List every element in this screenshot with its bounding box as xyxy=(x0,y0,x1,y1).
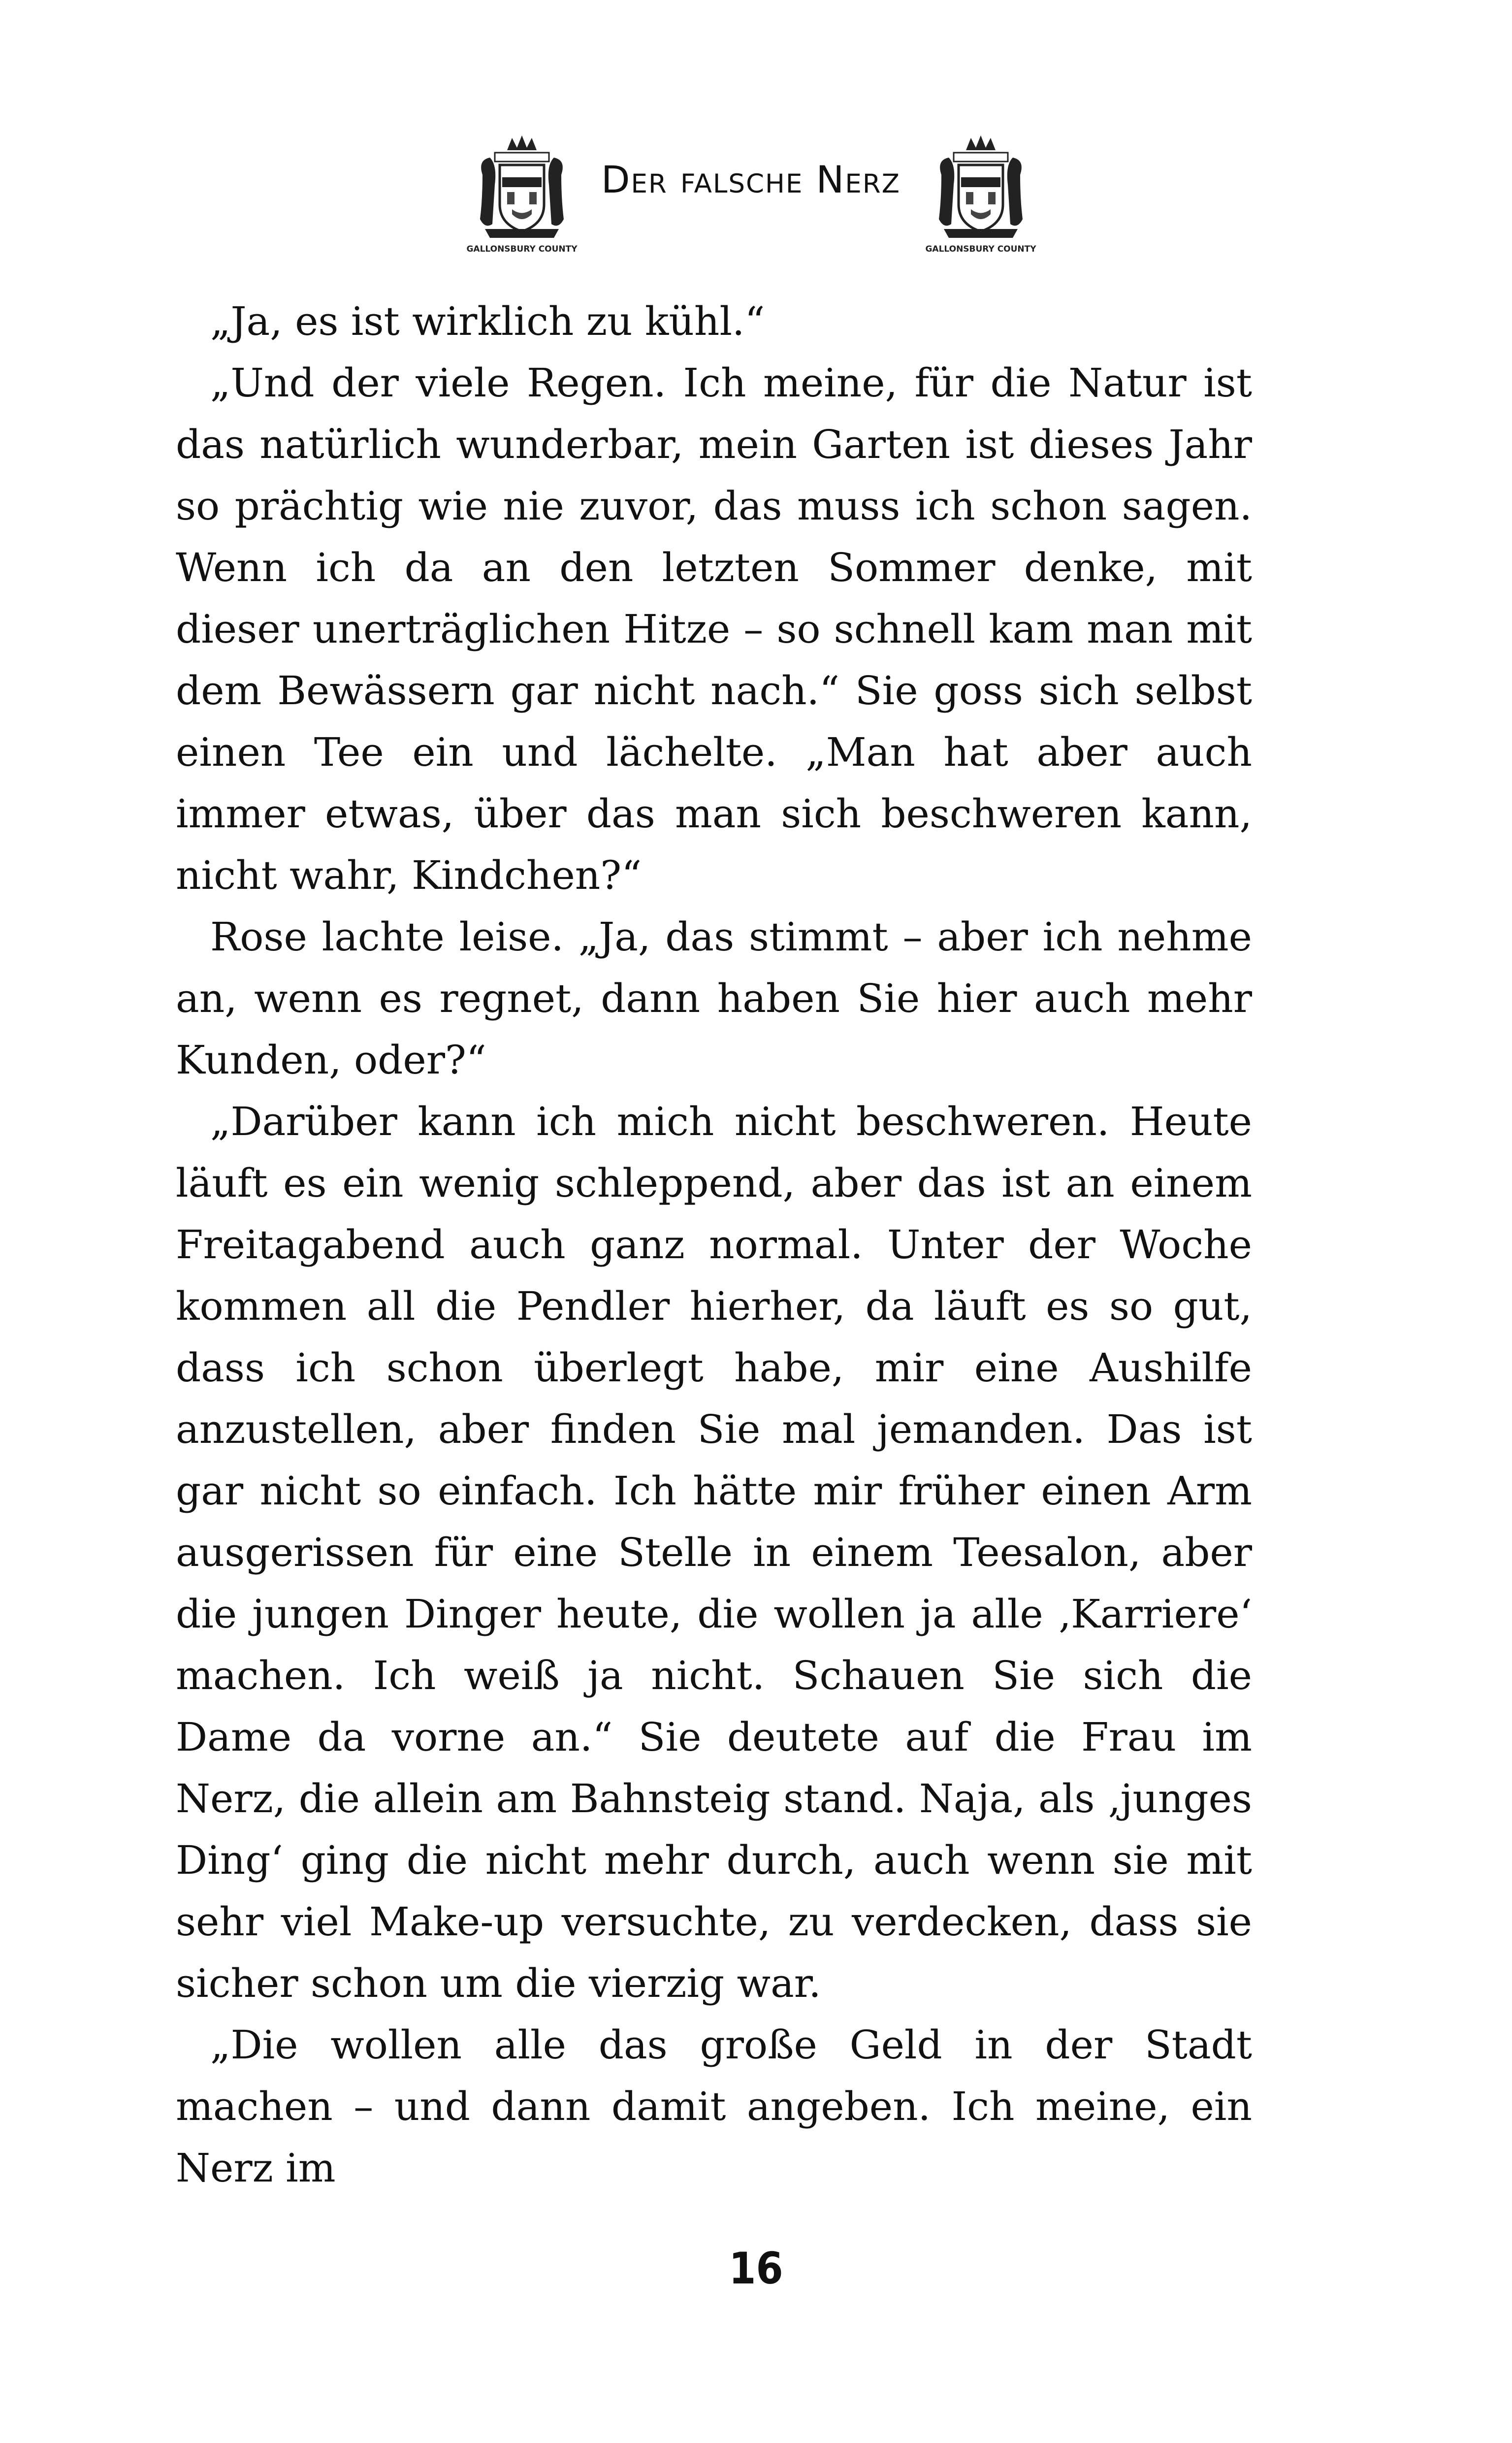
paragraph: „Ja, es ist wirklich zu kühl.“ xyxy=(210,298,765,344)
svg-text:GALLONSBURY COUNTY: GALLONSBURY COUNTY xyxy=(466,244,578,254)
page-number: 16 xyxy=(729,2243,783,2294)
running-header xyxy=(0,126,1512,273)
paragraph: Rose lachte leise. „Ja, das stimmt – aber ich nehme an, wenn es regnet, dann haben Sie hier auch mehr Kunden, oder?“ xyxy=(176,914,1252,1083)
paragraph: „Und der viele Regen. Ich meine, für die Natur ist das natürlich wunderbar, mein Garten ist dieses Jahr so prächtig wie nie zuvor, das muss ich schon sagen. Wenn ich da an den letzten Sommer denke, mit dieser unerträglichen Hitze – so schnell kam man mit dem Bewässern gar nicht nach.“ Sie goss sich selbst einen Tee ein und lächelte. „Man hat aber auch immer etwas, über das man sich beschweren kann, nicht wahr, Kindchen?“ xyxy=(176,360,1252,898)
crest-icon xyxy=(466,130,578,273)
running-title: Der falsche Nerz xyxy=(601,158,901,201)
crest-logo-left xyxy=(466,130,578,273)
crest-logo-right xyxy=(925,130,1036,273)
crest-icon xyxy=(925,130,1036,273)
paragraph: „Darüber kann ich mich nicht beschweren. Heute läuft es ein wenig schleppend, aber das ist an einem Freitagabend auch ganz normal. Unter der Woche kommen all die Pendler hierher, da läuft es so gut, dass ich schon überlegt habe, mir eine Aushilfe anzustellen, aber finden Sie mal jemanden. Das ist gar nicht so einfach. Ich hätte mir früher einen Arm ausgerissen für eine Stelle in einem Teesalon, aber die jungen Dinger heute, die wollen ja alle ‚Karriere‘ machen. Ich weiß ja nicht. Schauen Sie sich die Dame da vorne an.“ Sie deutete auf die Frau im Nerz, die allein am Bahnsteig stand. Naja, als ‚junges Ding‘ ging die nicht mehr durch, auch wenn sie mit sehr viel Make-up versuchte, zu verdecken, dass sie sicher schon um die vierzig war. xyxy=(176,1099,1252,2006)
paragraph: „Die wollen alle das große Geld in der Stadt machen – und dann damit angeben. Ich meine, ein Nerz im xyxy=(176,2022,1252,2191)
page-body-text xyxy=(176,291,1252,2199)
svg-text:GALLONSBURY COUNTY: GALLONSBURY COUNTY xyxy=(925,244,1036,254)
